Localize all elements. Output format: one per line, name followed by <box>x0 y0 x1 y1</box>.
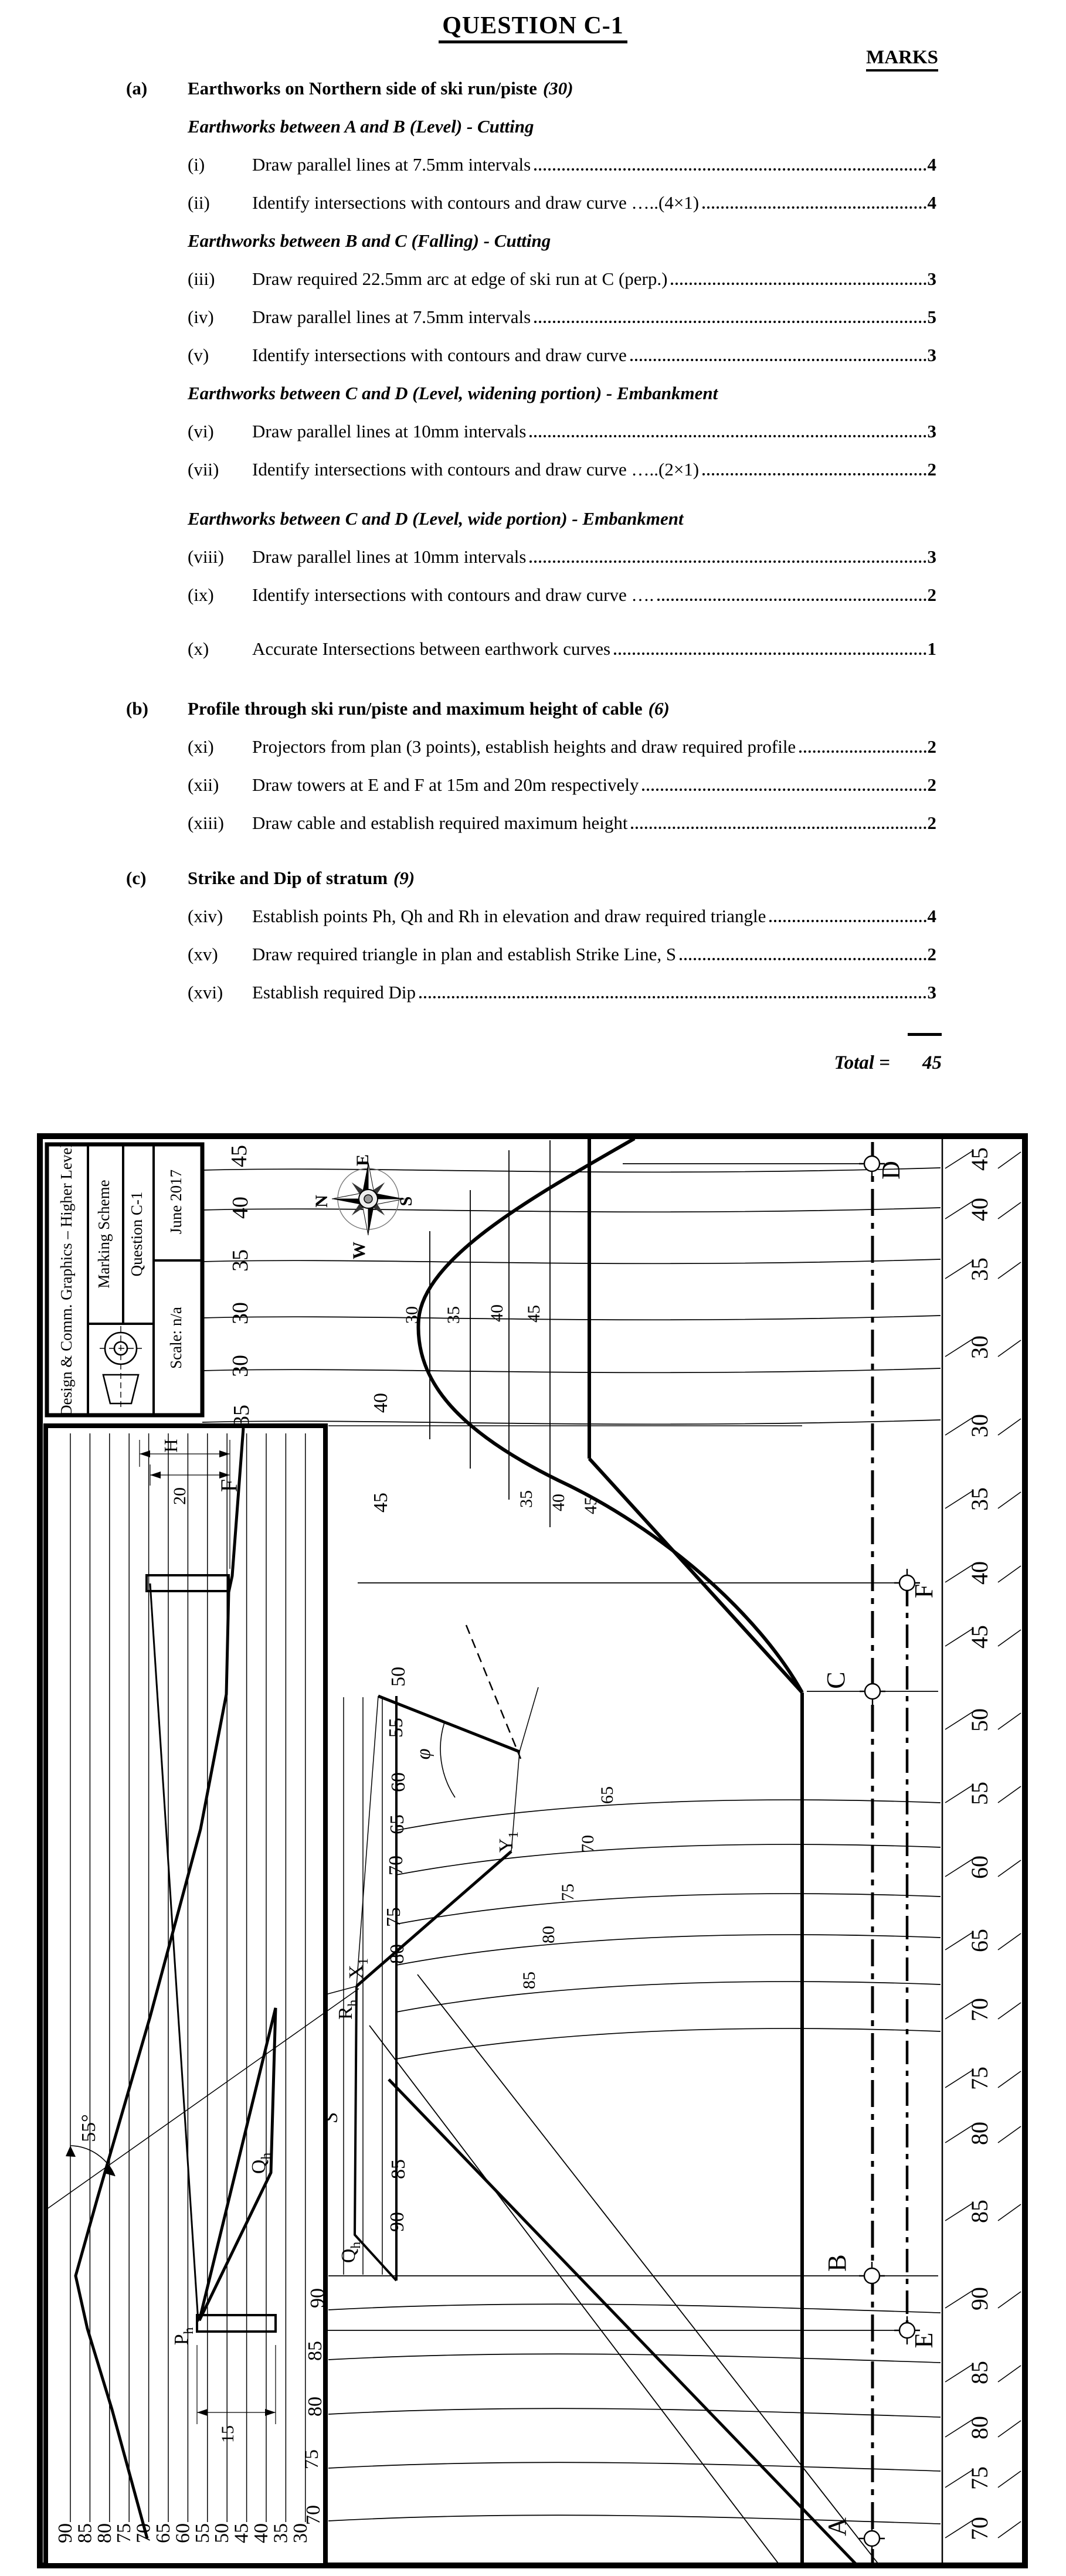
section-letter: (a) <box>126 78 148 98</box>
strip-label: 45 <box>966 1625 993 1649</box>
contour-label: 50 <box>388 1667 409 1687</box>
strip-tick <box>998 1933 1021 1950</box>
item-marks: 3 <box>927 269 936 289</box>
item-marks: 4 <box>927 192 936 213</box>
datum-label: 60 <box>172 2523 194 2543</box>
contour-line <box>202 1208 941 1212</box>
section-letter: (b) <box>126 698 148 719</box>
dotted-leader <box>630 359 926 361</box>
item-number: (i) <box>188 154 205 175</box>
point-letter-B: B <box>823 2254 851 2272</box>
strip-label: 45 <box>966 1147 993 1171</box>
earthworks-curve <box>418 1139 802 1693</box>
dotted-leader <box>631 827 926 829</box>
item-number: (v) <box>188 345 209 365</box>
contour-label: 40 <box>549 1494 568 1511</box>
section-heading <box>0 698 1066 720</box>
dotted-leader <box>671 283 926 285</box>
point-label: φ <box>413 1748 434 1760</box>
datum-label: 90 <box>55 2523 76 2543</box>
item-number: (iv) <box>188 307 214 327</box>
sum-line <box>908 1033 942 1036</box>
mark-item-row <box>0 344 1066 366</box>
datum-label: 75 <box>113 2523 135 2543</box>
mark-item-row <box>0 638 1066 660</box>
contour-label: 35 <box>517 1490 536 1508</box>
drawing-line <box>520 1687 538 1752</box>
contour-line <box>202 1259 941 1263</box>
total-label: Total = <box>834 1052 890 1073</box>
marking-scheme-document <box>0 0 1066 1074</box>
contour-line <box>396 1844 941 1875</box>
strip-label: 70 <box>966 1998 993 2021</box>
contour-label: 40 <box>487 1304 507 1322</box>
page-title: QUESTION C-1 <box>0 12 1066 40</box>
contour-label: 35 <box>228 1249 253 1272</box>
mark-item-row <box>0 584 1066 606</box>
item-text: Draw required 22.5mm arc at edge of ski run at C (perp.) <box>252 269 668 289</box>
contour-line <box>202 1316 941 1320</box>
contour-label: 85 <box>520 1972 539 1989</box>
item-marks: 2 <box>927 584 936 605</box>
subheading: Earthworks between B and C (Falling) - Cutting <box>188 230 551 251</box>
dotted-leader <box>769 920 926 922</box>
point-label: $P_h$ <box>171 2327 196 2346</box>
dashed-construction <box>466 1625 521 1759</box>
subheading: Earthworks between A and B (Level) - Cutting <box>188 116 534 137</box>
contour-label: 30 <box>228 1302 253 1324</box>
item-number: (vi) <box>188 421 214 441</box>
contour-label: 90 <box>307 2288 328 2308</box>
dotted-leader <box>529 560 926 563</box>
datum-label: 30 <box>289 2523 311 2543</box>
marks-header: MARKS <box>0 47 1066 72</box>
datum-label: 45 <box>230 2523 253 2543</box>
contour-label: 75 <box>383 1907 405 1927</box>
contour-line <box>202 1368 941 1372</box>
item-text: Establish points Ph, Qh and Rh in elevation and draw required triangle <box>252 906 766 926</box>
drawing-line <box>417 1975 880 2565</box>
item-number: (xvi) <box>188 982 223 1002</box>
item-number: (xii) <box>188 774 219 795</box>
point-letter-C: C <box>821 1671 850 1689</box>
strip-tick <box>998 2292 1021 2308</box>
point-marker-C <box>865 1684 880 1699</box>
inset-panel-border <box>46 1426 325 2565</box>
strip-tick <box>998 1630 1021 1646</box>
strip-label: 40 <box>966 1561 993 1585</box>
contour-label: 80 <box>539 1926 558 1943</box>
titleblock-course: Design & Comm. Graphics – Higher Level <box>57 1143 75 1416</box>
strip-label: 85 <box>966 2200 993 2223</box>
plan-triangle <box>355 1986 396 2281</box>
item-number: (vii) <box>188 459 219 480</box>
dim-15-label: 15 <box>218 2425 237 2443</box>
subheading: Earthworks between C and D (Level, widening portion) - Embankment <box>188 383 718 403</box>
dotted-leader <box>419 996 926 998</box>
section-heading <box>0 867 1066 889</box>
item-text: Projectors from plan (3 points), establish heights and draw required profile <box>252 736 796 757</box>
strip-tick <box>998 2521 1021 2538</box>
mark-item-row <box>0 812 1066 834</box>
dotted-leader <box>534 321 926 323</box>
contour-label: 85 <box>388 2159 409 2179</box>
titleblock-question: Question C-1 <box>128 1191 145 1277</box>
contour-line <box>396 2028 941 2059</box>
mark-item-row <box>0 420 1066 443</box>
item-marks: 4 <box>927 906 936 926</box>
item-marks: 3 <box>927 345 936 365</box>
piste-edge <box>589 1459 802 1693</box>
contour-label: 65 <box>597 1786 617 1804</box>
contour-label: 75 <box>558 1884 578 1901</box>
contour-line <box>202 1168 941 1172</box>
section-heading <box>0 77 1066 100</box>
strip-tick <box>998 1492 1021 1508</box>
compass-E: E <box>353 1154 372 1167</box>
mark-item-row <box>0 981 1066 1004</box>
item-text: Identify intersections with contours and draw curve …. <box>252 584 654 605</box>
contour-line <box>396 1800 941 1830</box>
datum-label: 65 <box>152 2523 174 2543</box>
point-letter-F: F <box>909 1583 938 1599</box>
strip-tick <box>998 1860 1021 1877</box>
dotted-leader <box>702 206 926 209</box>
strip-label: 40 <box>966 1198 993 1221</box>
marking-items <box>0 77 1066 1004</box>
contour-label: 70 <box>578 1835 597 1853</box>
point-label: $Q_h$ <box>338 2241 364 2264</box>
contour-label: 70 <box>385 1855 407 1875</box>
mark-item-row <box>0 154 1066 176</box>
compass-N: N <box>312 1195 331 1208</box>
datum-label: 85 <box>74 2523 96 2543</box>
section-title: Strike and Dip of stratum <box>188 868 388 888</box>
section-title: Profile through ski run/piste and maximum height of cable <box>188 698 643 719</box>
item-number: (xv) <box>188 944 218 964</box>
mark-item-row <box>0 736 1066 758</box>
item-marks: 5 <box>927 307 936 327</box>
contour-label: 80 <box>386 1944 408 1964</box>
dotted-leader <box>642 789 926 791</box>
strip-label: 75 <box>966 2466 993 2490</box>
strip-tick <box>998 2471 1021 2487</box>
dotted-leader <box>799 750 926 753</box>
contour-line <box>328 2462 941 2471</box>
strip-label: 50 <box>966 1708 993 1732</box>
item-text: Draw cable and establish required maximum height <box>252 813 628 833</box>
contour-label: 40 <box>370 1393 392 1413</box>
mark-item-row <box>0 905 1066 927</box>
dotted-leader <box>529 435 926 437</box>
contour-label: 55 <box>385 1718 407 1738</box>
point-label: $R_h$ <box>335 1999 361 2020</box>
section-marks: (9) <box>393 868 415 888</box>
section-marks: (30) <box>542 78 573 98</box>
item-marks: 2 <box>927 774 936 795</box>
contour-label: 45 <box>524 1305 544 1323</box>
titleblock-scale: Scale: n/a <box>167 1307 185 1369</box>
strip-tick <box>998 1202 1021 1219</box>
point-marker-A <box>864 2531 880 2546</box>
contour-label: 30 <box>402 1306 422 1324</box>
item-marks: 2 <box>927 736 936 757</box>
contour-label: 45 <box>581 1497 600 1514</box>
strip-tick <box>998 2204 1021 2221</box>
dotted-leader <box>534 168 926 171</box>
compass-W: W <box>349 1242 369 1259</box>
datum-label: 35 <box>270 2523 292 2543</box>
dip-angle-label: 55° <box>78 2114 100 2142</box>
item-number: (viii) <box>188 546 224 567</box>
point-letter-A: A <box>823 2517 851 2536</box>
point-marker-B <box>864 2268 880 2283</box>
strike-line-XY <box>357 1851 511 1986</box>
item-marks: 2 <box>927 459 936 480</box>
datum-label: 40 <box>250 2523 272 2543</box>
mark-item-row <box>0 192 1066 214</box>
strip-tick <box>998 1713 1021 1729</box>
item-number: (iii) <box>188 269 215 289</box>
strip-label: 35 <box>966 1258 993 1281</box>
item-marks: 2 <box>927 944 936 964</box>
strip-label: 80 <box>966 2122 993 2145</box>
datum-label: 50 <box>211 2523 233 2543</box>
item-marks: 3 <box>927 546 936 567</box>
strip-tick <box>998 2421 1021 2437</box>
section-title: Earthworks on Northern side of ski run/piste <box>188 78 537 98</box>
strip-tick <box>998 2071 1021 2088</box>
strip-label: 35 <box>966 1487 993 1511</box>
contour-label: 85 <box>304 2341 326 2361</box>
dotted-leader <box>657 599 926 601</box>
compass-hub <box>364 1195 372 1203</box>
mark-item-row <box>0 458 1066 481</box>
strip-tick <box>998 2003 1021 2019</box>
compass-S: S <box>396 1196 416 1207</box>
titleblock-doctype: Marking Scheme <box>95 1180 113 1289</box>
contour-label: 70 <box>303 2505 324 2525</box>
contour-line <box>328 2354 941 2363</box>
mark-item-row <box>0 546 1066 568</box>
item-number: (xiv) <box>188 906 223 926</box>
strip-tick <box>998 1566 1021 1582</box>
dotted-leader <box>614 653 926 655</box>
contour-line <box>396 1935 941 1965</box>
point-label: $Y_1$ <box>495 1831 521 1853</box>
item-text: Draw towers at E and F at 15m and 20m respectively <box>252 774 639 795</box>
item-text: Accurate Intersections between earthwork curves <box>252 638 611 659</box>
item-number: (xiii) <box>188 813 224 833</box>
section-letter: (c) <box>126 868 147 888</box>
tower-F-label: F <box>216 1479 242 1493</box>
strike-line <box>389 2079 857 2565</box>
contour-label: 75 <box>301 2449 322 2469</box>
total-row <box>0 1052 1066 1074</box>
phi-angle-arc <box>440 1722 455 1797</box>
contour-label: 90 <box>386 2212 408 2232</box>
strip-tick <box>998 1786 1021 1803</box>
strip-tick <box>998 2126 1021 2143</box>
item-text: Draw parallel lines at 7.5mm intervals <box>252 307 531 327</box>
item-text: Draw required triangle in plan and establish Strike Line, S <box>252 944 677 964</box>
point-label: S <box>320 2112 342 2123</box>
point-label: $X_1$ <box>345 1958 371 1980</box>
contour-label: 45 <box>227 1145 252 1167</box>
strip-label: 85 <box>966 2361 993 2384</box>
item-marks: 4 <box>927 154 936 175</box>
drawing-line <box>357 1696 378 1986</box>
contour-line <box>396 1894 941 1924</box>
item-text: Establish required Dip <box>252 982 416 1002</box>
strip-label: 55 <box>966 1782 993 1805</box>
contour-label: 35 <box>444 1306 463 1324</box>
total-value: 45 <box>922 1052 942 1073</box>
contour-label: 30 <box>228 1355 253 1377</box>
item-number: (ii) <box>188 192 210 213</box>
strip-tick <box>998 2366 1021 2382</box>
item-text: Draw parallel lines at 10mm intervals <box>252 421 527 441</box>
mark-item-row <box>0 774 1066 796</box>
dotted-leader <box>702 473 926 475</box>
contour-label: 60 <box>388 1772 409 1792</box>
strip-label: 30 <box>966 1335 993 1359</box>
titleblock-date: June 2017 <box>167 1169 185 1235</box>
mark-item-row <box>0 268 1066 290</box>
item-marks: 3 <box>927 982 936 1002</box>
item-text: Identify intersections with contours and draw curve …..(4×1) <box>252 192 700 213</box>
item-text: Identify intersections with contours and draw curve …..(2×1) <box>252 459 700 480</box>
item-number: (xi) <box>188 736 214 757</box>
contour-label: 45 <box>370 1493 392 1513</box>
strip-tick <box>998 1340 1021 1357</box>
strip-label: 60 <box>966 1855 993 1879</box>
point-letter-D: D <box>877 1161 905 1180</box>
drawing-line <box>369 2026 780 2565</box>
dim-20-label: 20 <box>170 1487 189 1505</box>
contour-line <box>396 1982 941 2012</box>
strip-label: 30 <box>966 1414 993 1437</box>
strip-tick <box>998 1419 1021 1435</box>
dotted-leader <box>680 958 926 960</box>
item-marks: 2 <box>927 813 936 833</box>
technical-drawing <box>0 1131 1066 2576</box>
contour-line <box>328 2408 941 2417</box>
point-letter-E: E <box>909 2332 938 2349</box>
strip-label: 90 <box>966 2287 993 2310</box>
contour-label: 80 <box>304 2397 326 2417</box>
strip-label: 80 <box>966 2416 993 2439</box>
dim-H-label: H <box>160 1439 181 1453</box>
subheading: Earthworks between C and D (Level, wide portion) - Embankment <box>188 508 684 529</box>
item-text: Identify intersections with contours and draw curve <box>252 345 627 365</box>
item-marks: 3 <box>927 421 936 441</box>
item-marks: 1 <box>927 638 936 659</box>
strip-label: 70 <box>966 2517 993 2540</box>
strip-tick <box>998 1152 1021 1168</box>
item-number: (ix) <box>188 584 214 605</box>
strip-tick <box>998 1262 1021 1279</box>
strip-label: 75 <box>966 2067 993 2090</box>
contour-label: 65 <box>386 1814 408 1834</box>
mark-item-row <box>0 943 1066 966</box>
contour-label: 35 <box>229 1405 254 1427</box>
contour-line <box>328 2304 941 2313</box>
section-marks: (6) <box>648 698 670 719</box>
datum-label: 80 <box>93 2523 116 2543</box>
strip-label: 65 <box>966 1929 993 1952</box>
item-number: (x) <box>188 638 209 659</box>
datum-label: 55 <box>191 2523 213 2543</box>
mark-item-row <box>0 306 1066 328</box>
contour-label: 40 <box>228 1197 253 1219</box>
item-text: Draw parallel lines at 10mm intervals <box>252 546 527 567</box>
point-label: $Q_h$ <box>248 2152 274 2174</box>
datum-label: 70 <box>133 2523 155 2543</box>
item-text: Draw parallel lines at 7.5mm intervals <box>252 154 531 175</box>
